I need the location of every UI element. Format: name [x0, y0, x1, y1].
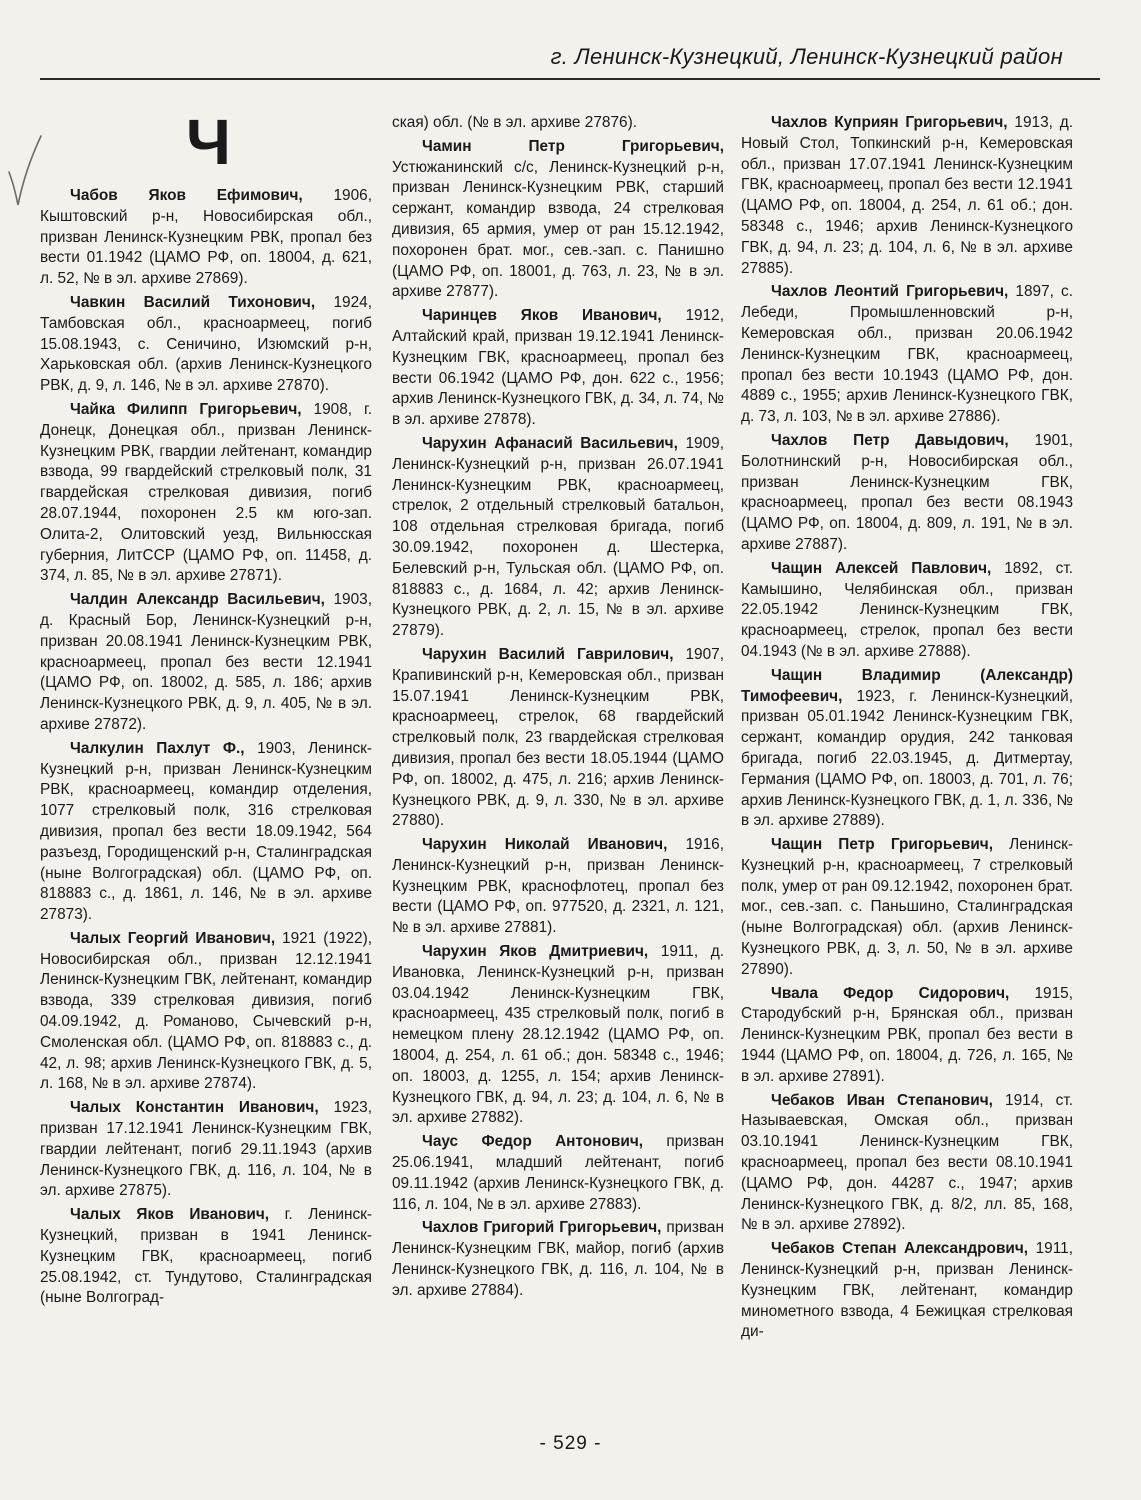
entry-name: Чабов Яков Ефимович, — [70, 187, 303, 204]
entry — [741, 282, 1073, 428]
entry-name: Чвала Федор Сидорович, — [771, 984, 1010, 1002]
entry — [741, 984, 1073, 1088]
entry — [741, 559, 1073, 663]
page-number: - 529 - — [539, 1433, 602, 1454]
entry-text: 1903, Ленинск-Кузнецкий р-н, призван Ленинск-Кузнецким РВК, красноармеец, командир отделения, 1077 стрелковый полк, 316 стрелковая дивизия, пропал без вести 18.09.1942, 564 разъезд, Городищенский р-н, Сталинградская (ныне Волгоградская) обл. (ЦАМО РФ, оп. 818883 с., д. 1861, л. 146, № в эл. архиве 27873). — [40, 739, 372, 924]
entry — [741, 835, 1073, 981]
entry — [40, 400, 372, 587]
entry-name: Чащин Владимир (Александр) Тимофеевич, — [741, 666, 1073, 705]
entry-name: Чащин Алексей Павлович, — [771, 559, 992, 577]
entry-name: Чахлов Леонтий Григорьевич, — [771, 283, 1009, 301]
entry-text: 1921 (1922), Новосибирская обл., призван 12.12.1941 Ленинск-Кузнецким ГВК, лейтенант, командир взвода, 339 стрелковая дивизия, погиб 04.09.1942, д. Романово, Сычевский р-н, Смоленская обл. (ЦАМО РФ, оп. 818883 с., д. 42, л. 98; архив Ленинск-Кузнецкого ГВК, д. 5, л. 168, № в эл. архиве 27874). — [40, 929, 372, 1093]
entry — [392, 1132, 724, 1215]
entry-text: 1916, Ленинск-Кузнецкий р-н, призван Ленинск-Кузнецким РВК, краснофлотец, пропал без вести (ЦАМО РФ, оп. 977520, д. 2321, л. 121, № в эл. архиве 27881). — [392, 836, 724, 937]
entry — [392, 434, 724, 642]
entry-text: 1892, ст. Камышино, Челябинская обл., призван 22.05.1942 Ленинск-Кузнецким ГВК, красноармеец, стрелок, пропал без вести 04.1943 (№ в эл. архиве 27888). — [741, 559, 1073, 660]
entry — [392, 835, 724, 939]
entry — [741, 431, 1073, 556]
entry — [40, 186, 372, 290]
entry-text: 1913, д. Новый Стол, Топкинский р-н, Кемеровская обл., призван 17.07.1941 Ленинск-Кузнецким ГВК, красноармеец, пропал без вести 12.1941 (ЦАМО РФ, оп. 18004, д. 254, л. 61 об.; дон. 58348 с., 1946; архив Ленинск-Кузнецкого ГВК, д. 94, л. 23; д. 104, л. 6, № в эл. архиве 27885). — [741, 114, 1073, 277]
entry-text: 1911, д. Ивановка, Ленинск-Кузнецкий р-н, призван 03.04.1942 Ленинск-Кузнецким ГВК, красноармеец, 435 стрелковый полк, погиб в немецком плену 28.12.1942 (ЦАМО РФ, оп. 18004, д. 254, л. 61 об.; дон. 58348 с., 1946; оп. 18003, д. 1255, л. 154; архив Ленинск-Кузнецкого ГВК, д. 94, л. 23; д. 104, л. 6, № в эл. архиве 27882). — [392, 943, 724, 1127]
entry — [392, 1218, 724, 1301]
entry-name: Чахлов Григорий Григорьевич, — [422, 1219, 662, 1237]
entry-name: Чаус Федор Антонович, — [422, 1133, 644, 1151]
entry-text: 1906, Кыштовский р-н, Новосибирская обл., призван Ленинск-Кузнецким РВК, пропал без вести 01.1942 (ЦАМО РФ, оп. 18004, д. 621, л. 52, № в эл. архиве 27869). — [40, 187, 372, 288]
entry-name: Чайка Филипп Григорьевич, — [70, 400, 302, 418]
entry — [741, 1091, 1073, 1237]
entry-name: Чарухин Яков Дмитриевич, — [422, 943, 649, 961]
entry — [40, 1098, 372, 1202]
entry — [392, 137, 724, 303]
entry — [392, 113, 724, 134]
handwritten-checkmark-icon — [5, 130, 45, 210]
column-3 — [741, 113, 1073, 1346]
entry-text: Ленинск-Кузнецкий р-н, красноармеец, 7 стрелковый полк, умер от ран 09.12.1942, похоронен брат. мог., сев.-зап. с. Паньшино, Сталинградская (ныне Волгоградская) обл. (архив Ленинск-Кузнецкого РВК, д. 3, л. 50, № в эл. архиве 27890). — [741, 836, 1073, 978]
entry-text: 1908, г. Донецк, Донецкая обл., призван Ленинск-Кузнецким РВК, гвардии лейтенант, командир взвода, 99 гвардейский стрелковый полк, 31 гвардейская стрелковая дивизия, погиб 28.07.1944, похоронен 2.5 км юго-зап. Олита-2, Олитовский уезд, Вильнюсская губерния, ЛитССР (ЦАМО РФ, оп. 11458, д. 374, л. 85, № в эл. архиве 27871). — [40, 400, 373, 585]
section-letter: Ч — [186, 106, 231, 178]
entry-name: Чахлов Куприян Григорьевич, — [771, 114, 1008, 131]
entry-name: Чаринцев Яков Иванович, — [422, 307, 662, 325]
entry — [40, 1205, 372, 1309]
entry-name: Чалых Георгий Иванович, — [70, 929, 276, 947]
column-1 — [40, 186, 372, 1312]
entry — [40, 929, 372, 1095]
entry-text: 1903, д. Красный Бор, Ленинск-Кузнецкий р-н, призван 20.08.1941 Ленинск-Кузнецким РВК, красноармеец, пропал без вести 12.1941 (ЦАМО РФ, оп. 18002, д. 585, л. 186; архив Ленинск-Кузнецкого РВК, д. 9, л. 405, № в эл. архиве 27872). — [40, 591, 372, 733]
entry-text: 1897, с. Лебеди, Промышленновский р-н, Кемеровская обл., призван 20.06.1942 Ленинск-Кузнецким ГВК, красноармеец, пропал без вести 10.1943 (ЦАМО РФ, дон. 4889 с., 1955; архив Ленинск-Кузнецкого ГВК, д. 73, л. 103, № в эл. архиве 27886). — [741, 283, 1073, 426]
entry-text: 1901, Болотнинский р-н, Новосибирская обл., призван Ленинск-Кузнецким ГВК, красноармеец, пропал без вести 08.1943 (ЦАМО РФ, оп. 18004, д. 809, л. 191, № в эл. архиве 27887). — [741, 431, 1073, 553]
entry — [40, 739, 372, 926]
entry-text: 1909, Ленинск-Кузнецкий р-н, призван 26.07.1941 Ленинск-Кузнецким РВК, красноармеец, стрелок, 2 отдельный стрелковый батальон, 108 отдельная стрелковая бригада, погиб 30.09.1942, похоронен д. Шестерка, Белевский р-н, Тульская обл. (ЦАМО РФ, оп. 818883 с., д. 1684, л. 42; архив Ленинск-Кузнецкого РВК, д. 2, л. 15, № в эл. архиве 27879). — [392, 434, 724, 640]
entry — [40, 293, 372, 397]
entry-text: г. Ленинск-Кузнецкий, призван в 1941 Ленинск-Кузнецким ГВК, красноармеец, погиб 25.08.1942, ст. Тундутово, Сталинградская (ныне Волгоград- — [40, 1206, 373, 1307]
entry-name: Чахлов Петр Давыдович, — [771, 431, 1009, 449]
header-rule — [40, 78, 1100, 80]
entry-text: 1911, Ленинск-Кузнецкий р-н, призван Ленинск-Кузнецким ГВК, лейтенант, командир минометного взвода, 4 Бежицкая стрелковая ди- — [741, 1240, 1073, 1341]
entry-name: Чарухин Николай Иванович, — [422, 836, 668, 854]
entry-name: Чалых Константин Иванович, — [70, 1099, 319, 1117]
entry-text: 1907, Крапивинский р-н, Кемеровская обл., призван 15.07.1941 Ленинск-Кузнецким РВК, красноармеец, стрелок, 68 гвардейский стрелковый полк, 23 гвардейская стрелковая дивизия, пропал без вести 18.05.1944 (ЦАМО РФ, оп. 18002, д. 475, л. 216; архив Ленинск-Кузнецкого РВК, д. 9, л. 330, № в эл. архиве 27880). — [392, 645, 724, 830]
entry-name: Чалкулин Пахлут Ф., — [70, 739, 245, 757]
entry — [392, 306, 724, 431]
entry-name: Чарухин Афанасий Васильевич, — [422, 434, 678, 452]
entry-text: 1923, г. Ленинск-Кузнецкий, призван 05.01.1942 Ленинск-Кузнецким ГВК, сержант, командир орудия, 242 танковая бригада, погиб 22.03.1945, д. Дитмертау, Германия (ЦАМО РФ, оп. 18003, д. 701, л. 76; архив Ленинск-Кузнецкого ГВК, д. 1, л. 336, № в эл. архиве 27889). — [741, 687, 1073, 830]
entry-name: Чамин Петр Григорьевич, — [422, 137, 724, 155]
entry-text: 1912, Алтайский край, призван 19.12.1941 Ленинск-Кузнецким ГВК, красноармеец, пропал без вести 06.1942 (ЦАМО РФ, дон. 622 с., 1956; архив Ленинск-Кузнецкого ГВК, д. 34, л. 74, № в эл. архиве 27878). — [392, 307, 724, 429]
entry-name: Чащин Петр Григорьевич, — [771, 836, 993, 854]
entry-text: призван Ленинск-Кузнецким ГВК, майор, погиб (архив Ленинск-Кузнецкого ГВК, д. 116, л. 104, № в эл. архиве 27884). — [392, 1219, 724, 1299]
entry-name: Чалдин Александр Васильевич, — [70, 591, 325, 609]
entry-text: Устюжанинский с/с, Ленинск-Кузнецкий р-н, призван Ленинск-Кузнецким РВК, старший сержант, командир взвода, 24 стрелковая дивизия, 65 армия, умер от ран 15.12.1942, похоронен брат. мог., сев.-зап. с. Панишно (ЦАМО РФ, оп. 18001, д. 763, л. 23, № в эл. архиве 27877). — [392, 158, 724, 301]
entry-name: Чебаков Степан Александрович, — [771, 1240, 1029, 1258]
entry-text: призван 25.06.1941, младший лейтенант, погиб 09.11.1942 (архив Ленинск-Кузнецкого ГВК, д. 116, л. 104, № в эл. архиве 27883). — [392, 1133, 725, 1213]
entry — [392, 645, 724, 832]
entry-name: Чебаков Иван Степанович, — [771, 1091, 993, 1109]
entry — [392, 942, 724, 1129]
entry-name: Чалых Яков Иванович, — [70, 1206, 270, 1224]
entry-text: 1924, Тамбовская обл., красноармеец, погиб 15.08.1943, с. Сеничино, Изюмский р-н, Харьковская обл. (архив Ленинск-Кузнецкого РВК, д. 9, л. 146, № в эл. архиве 27870). — [40, 293, 372, 395]
entry — [741, 1239, 1073, 1343]
column-2 — [392, 113, 724, 1305]
entry — [741, 666, 1073, 832]
entry — [741, 113, 1073, 279]
entry-text: 1923, призван 17.12.1941 Ленинск-Кузнецким ГВК, гвардии лейтенант, погиб 29.11.1943 (архив Ленинск-Кузнецкого ГВК, д. 116, л. 104, № в эл. архиве 27875). — [40, 1099, 372, 1200]
entry-text: 1914, ст. Называевская, Омская обл., призван 03.10.1941 Ленинск-Кузнецким ГВК, красноармеец, пропал без вести 08.10.1941 (ЦАМО РФ, дон. 44287 с., 1947; архив Ленинск-Кузнецкого ГВК, д. 8/2, лл. 85, 168, № в эл. архиве 27892). — [741, 1091, 1073, 1234]
entry-text: ская) обл. (№ в эл. архиве 27876). — [392, 114, 637, 131]
entry-text: 1915, Стародубский р-н, Брянская обл., призван Ленинск-Кузнецким РВК, пропал без вести в 1944 (ЦАМО РФ, оп. 18004, д. 726, л. 165, № в эл. архиве 27891). — [741, 984, 1073, 1085]
entry-name: Чавкин Василий Тихонович, — [70, 293, 316, 311]
running-header: г. Ленинск-Кузнецкий, Ленинск-Кузнецкий район — [550, 44, 1063, 69]
entry-name: Чарухин Василий Гаврилович, — [422, 645, 674, 663]
entry — [40, 590, 372, 736]
